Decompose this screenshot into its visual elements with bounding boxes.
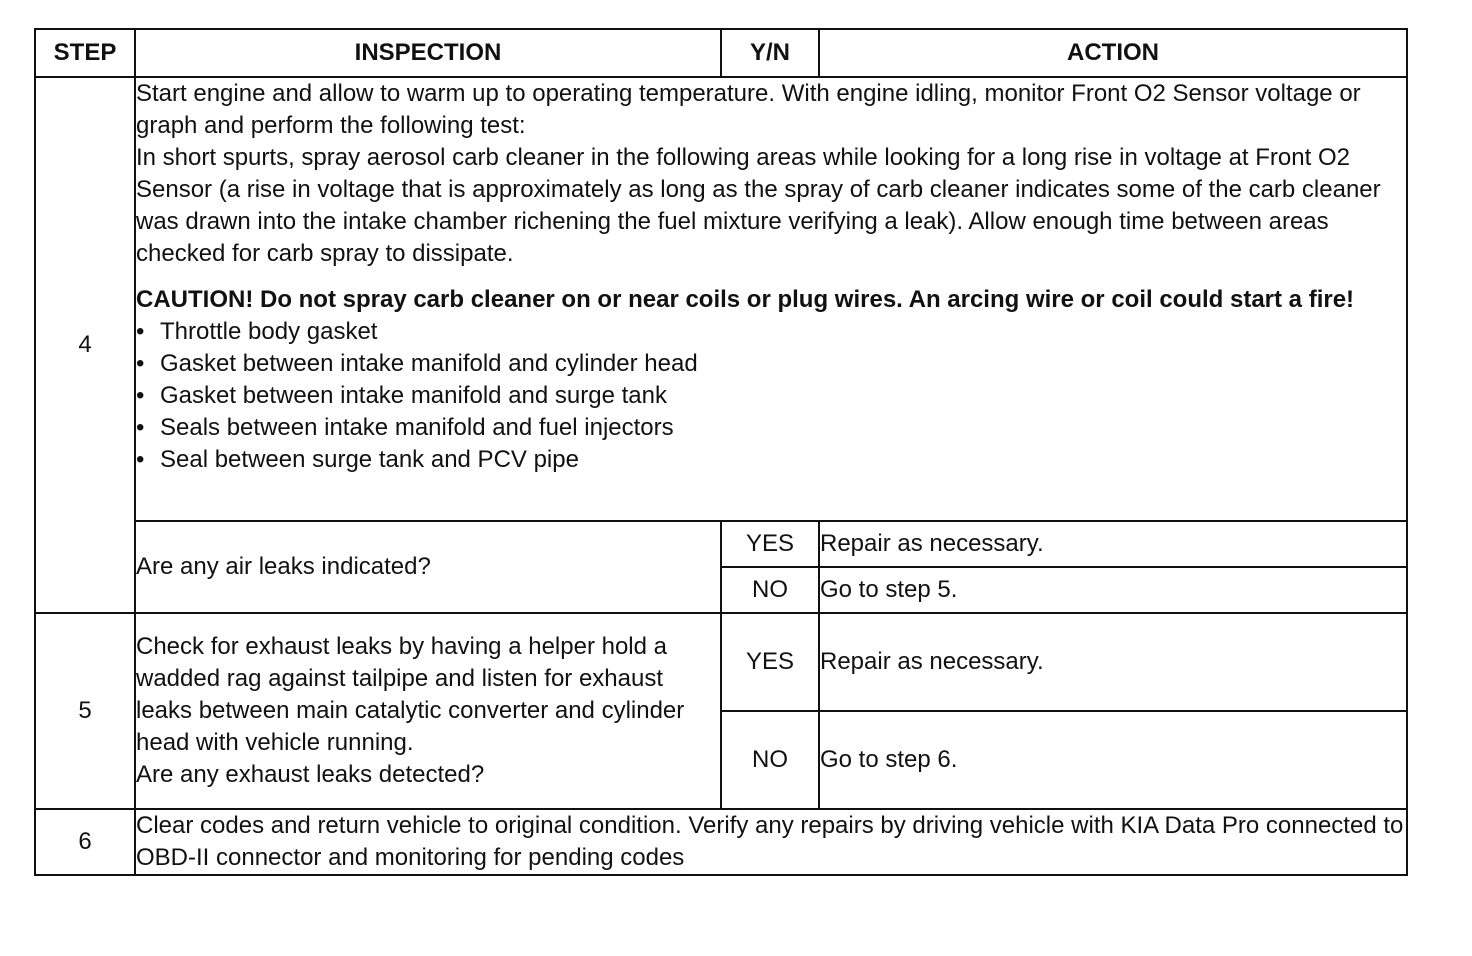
header-row	[35, 29, 1407, 77]
list-item: • Seal between surge tank and PCV pipe	[136, 444, 1406, 476]
diagnostic-procedure-table	[34, 28, 1408, 876]
header-yn: Y/N	[721, 29, 819, 77]
step4-no-action: Go to step 5.	[819, 567, 1407, 613]
header-step: STEP	[35, 29, 135, 77]
step4-yes-label: YES	[721, 521, 819, 567]
list-item: • Throttle body gasket	[136, 316, 1406, 348]
step5-no-action: Go to step 6.	[819, 711, 1407, 809]
list-item: • Gasket between intake manifold and surge tank	[136, 380, 1406, 412]
step5-inspection	[135, 613, 721, 809]
step4-intro-text: Start engine and allow to warm up to operating temperature. With engine idling, monitor Front O2 Sensor voltage or graph and perform the following test:	[136, 80, 1361, 139]
header-inspection: INSPECTION	[135, 29, 721, 77]
step5-inspection-text: Check for exhaust leaks by having a helper hold a wadded rag against tailpipe and listen for exhaust leaks between main catalytic converter and cylinder head with vehicle running.	[136, 633, 685, 756]
step5-number: 5	[35, 613, 135, 809]
step4-yes-row	[35, 521, 1407, 567]
step4-check-areas	[136, 316, 1406, 476]
step6-number: 6	[35, 809, 135, 875]
step6-inspection: Clear codes and return vehicle to original condition. Verify any repairs by driving vehicle with KIA Data Pro connected to OBD-II connector and monitoring for pending codes	[135, 809, 1407, 875]
step6-row	[35, 809, 1407, 875]
step5-yes-action: Repair as necessary.	[819, 613, 1407, 711]
step5-yes-label: YES	[721, 613, 819, 711]
step5-question: Are any exhaust leaks detected?	[136, 761, 485, 788]
list-item: • Gasket between intake manifold and cylinder head	[136, 348, 1406, 380]
step4-caution: CAUTION! Do not spray carb cleaner on or near coils or plug wires. An arcing wire or coil could start a fire!	[136, 286, 1355, 313]
step4-procedure-row	[35, 77, 1407, 521]
step4-test-text: In short spurts, spray aerosol carb cleaner in the following areas while looking for a long rise in voltage at Front O2 Sensor (a rise in voltage that is approximately as long as the spray of carb cleaner indicates some of the carb cleaner was drawn into the intake chamber richening the fuel mixture verifying a leak). Allow enough time between areas checked for carb spray to dissipate.	[136, 144, 1381, 267]
step4-yes-action: Repair as necessary.	[819, 521, 1407, 567]
step5-no-label: NO	[721, 711, 819, 809]
step4-number: 4	[35, 77, 135, 613]
step4-question: Are any air leaks indicated?	[135, 521, 721, 613]
step5-yes-row	[35, 613, 1407, 711]
step4-no-label: NO	[721, 567, 819, 613]
header-action: ACTION	[819, 29, 1407, 77]
list-item: • Seals between intake manifold and fuel injectors	[136, 412, 1406, 444]
step4-instructions	[135, 77, 1407, 521]
